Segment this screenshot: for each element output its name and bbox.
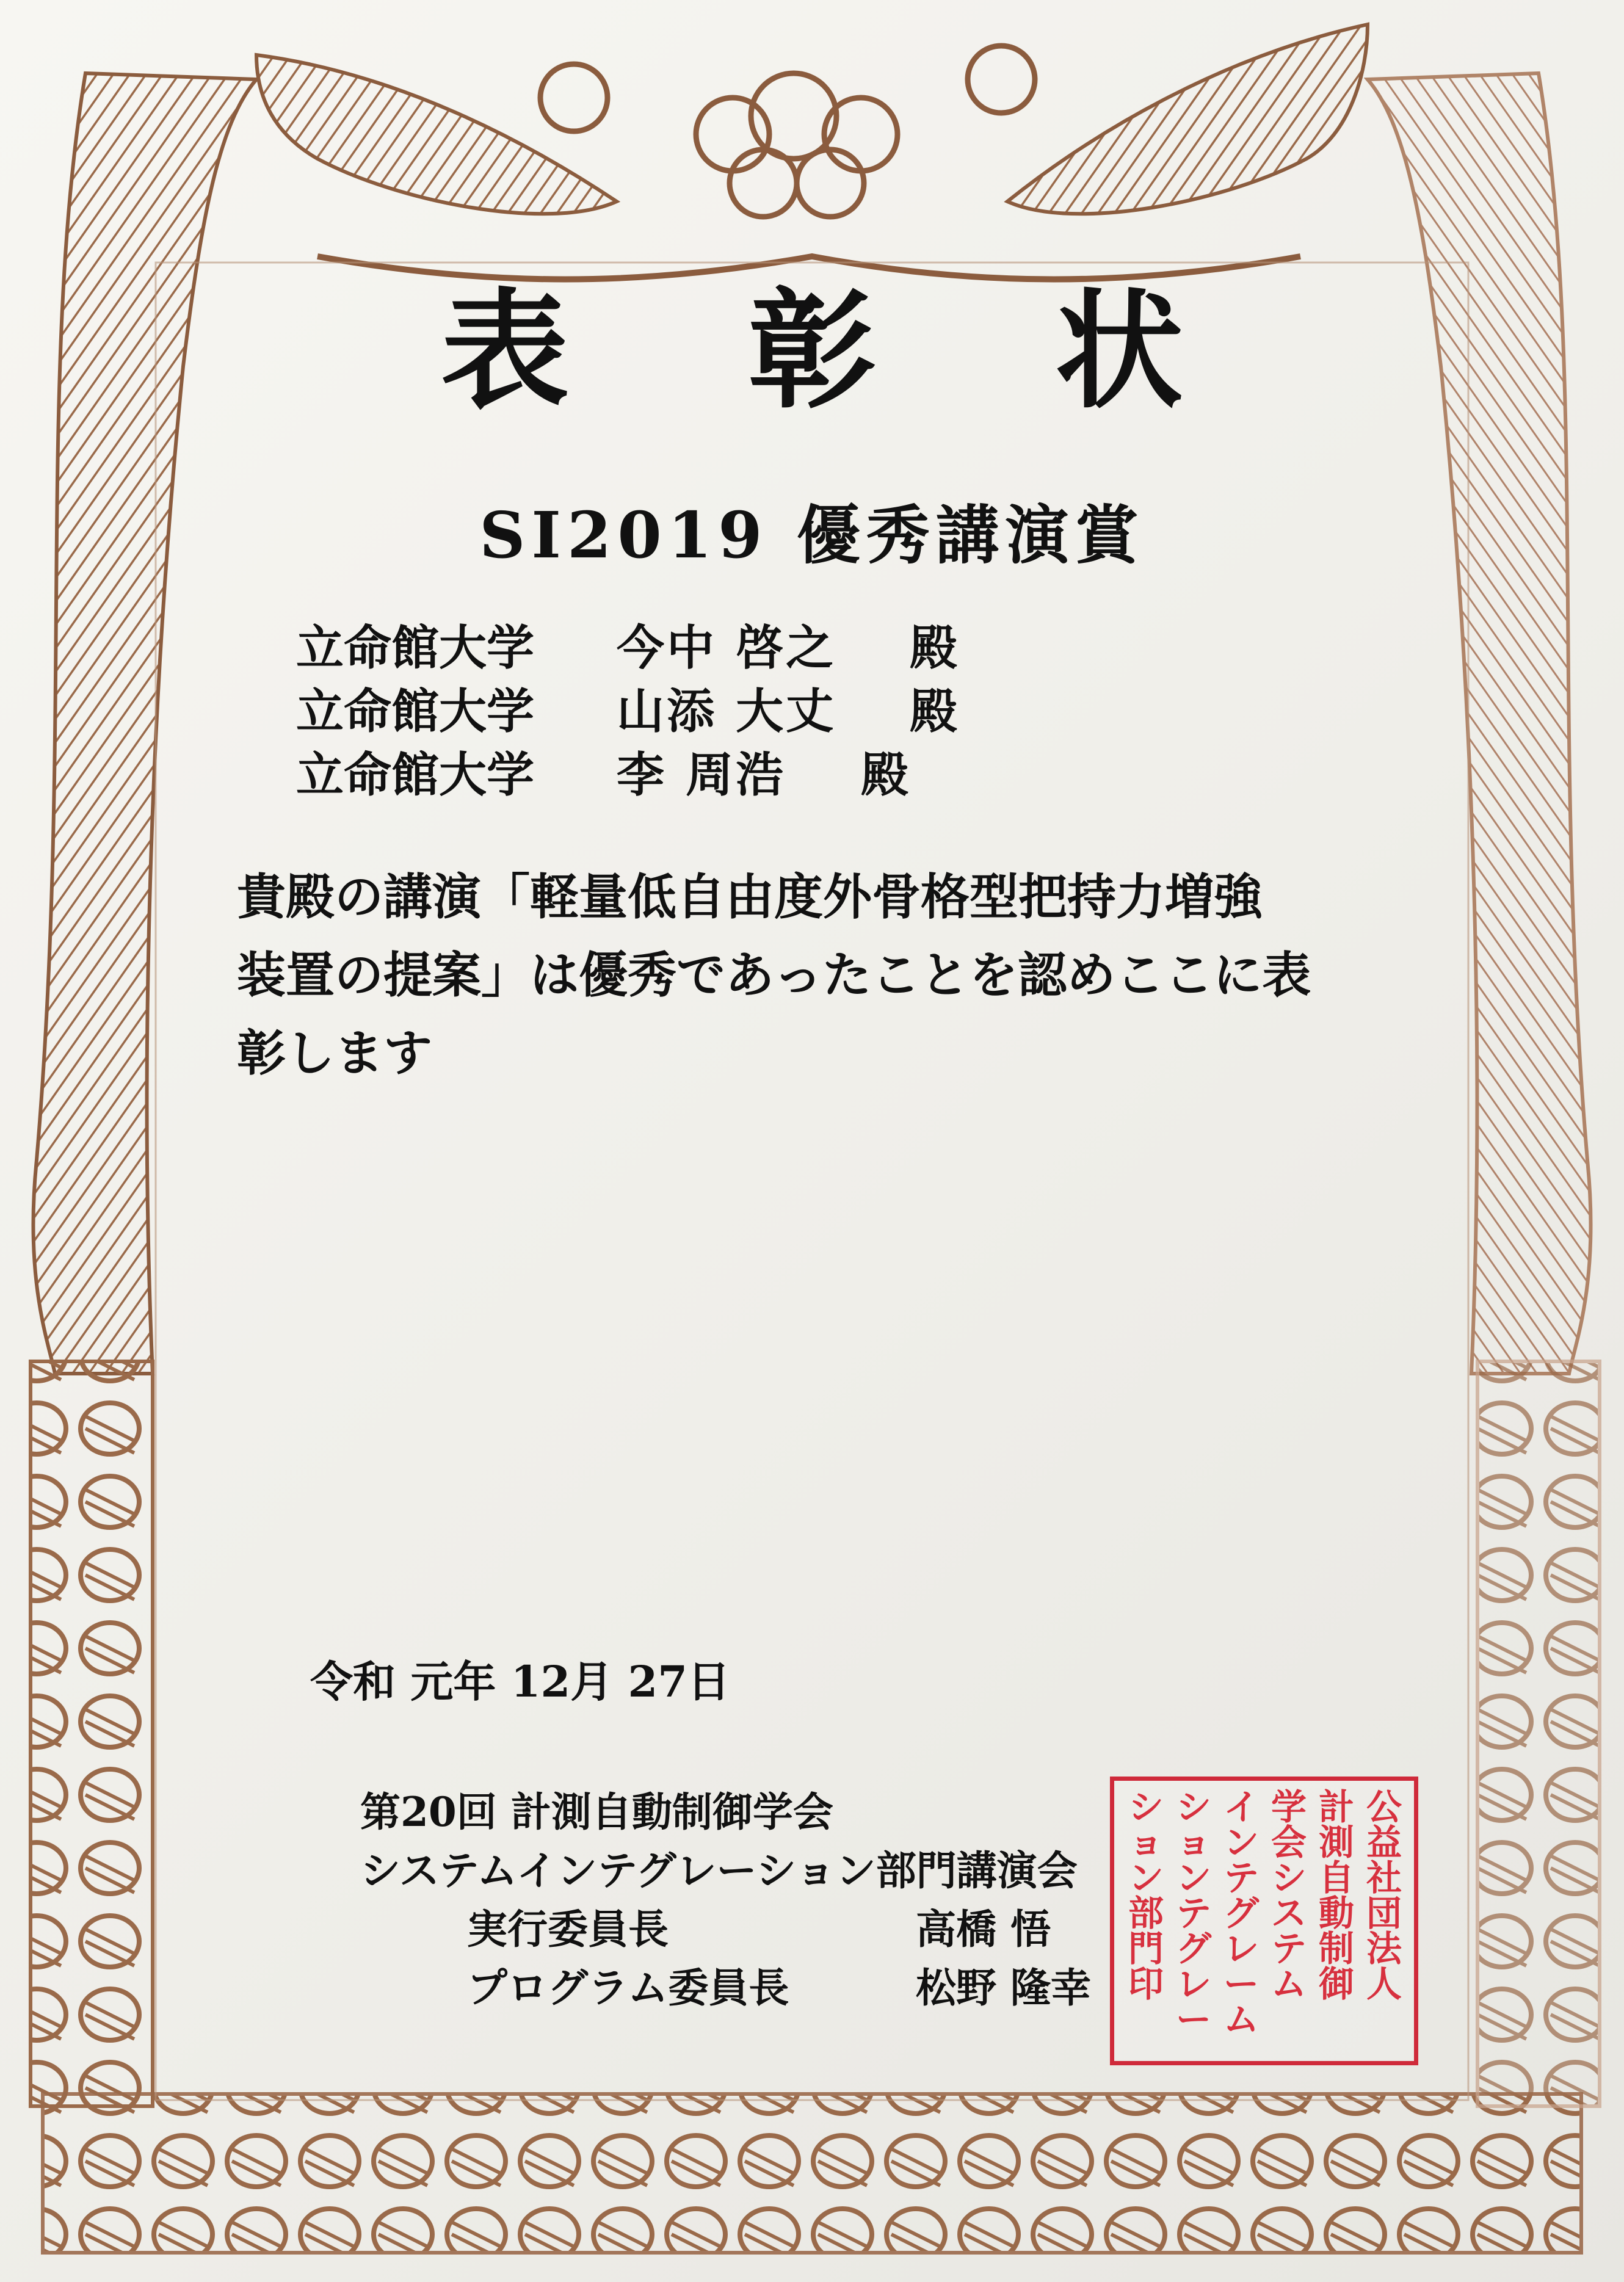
- recipient-honorific: 殿: [910, 620, 958, 676]
- seal-column: 公益社団法人: [1366, 1786, 1402, 2005]
- award-name: SI2019 優秀講演賞: [479, 498, 1145, 573]
- recipient-name: 今中 啓之: [617, 620, 836, 676]
- organizer-block: [360, 1783, 1091, 2017]
- official-row: [360, 1958, 1091, 2017]
- left-leaf-chain: [31, 1361, 153, 2106]
- right-phoenix-head: [968, 46, 1035, 113]
- organizer-event: 第20回 計測自動制御学会: [360, 1788, 833, 1836]
- recipient-honorific: 殿: [861, 747, 909, 803]
- bottom-border-band: [43, 2094, 1581, 2253]
- recipient-affiliation: 立命館大学: [296, 620, 535, 676]
- official-seal-stamp: [1110, 1777, 1418, 2065]
- recipient-affiliation: 立命館大学: [296, 747, 535, 803]
- official-role: 実行委員長: [467, 1905, 669, 1953]
- recipient-honorific: 殿: [910, 684, 958, 739]
- seal-column: 学会システム: [1271, 1786, 1307, 2005]
- left-phoenix-head: [540, 64, 607, 131]
- seal-column: ション部門印: [1128, 1786, 1164, 2005]
- organizer-division: システムインテグレーション部門講演会: [360, 1847, 1078, 1894]
- left-phoenix-wing: [256, 55, 617, 214]
- citation-line: 彰します: [237, 1024, 432, 1082]
- official-name: 高橋 悟: [916, 1905, 1051, 1953]
- award-date: 令和 元年 12月 27日: [310, 1656, 730, 1707]
- recipient-name: 山添 大丈: [617, 684, 836, 739]
- recipient-affiliation: 立命館大学: [296, 684, 535, 739]
- certificate-title: 表 彰 状: [440, 275, 1251, 426]
- recipient-name: 李 周浩: [617, 747, 786, 803]
- right-leaf-chain: [1477, 1361, 1600, 2106]
- seal-column: インテグレーム: [1223, 1786, 1259, 2040]
- citation-line: 装置の提案」は優秀であったことを認めここに表: [237, 946, 1311, 1004]
- official-role: プログラム委員長: [467, 1964, 789, 2012]
- official-row: [360, 1900, 1078, 1958]
- right-border-feathers: [1368, 73, 1591, 1374]
- left-border-feathers: [33, 73, 256, 1374]
- citation-line: 貴殿の講演「軽量低自由度外骨格型把持力増強: [237, 868, 1263, 925]
- seal-column: 計測自動制御: [1318, 1786, 1354, 2005]
- citation-text: [237, 858, 1348, 1092]
- official-name: 松野 隆幸: [916, 1964, 1091, 2012]
- right-phoenix-wing: [1007, 24, 1368, 214]
- cloud-ornament: [696, 73, 897, 217]
- seal-column: ションテグレー: [1175, 1786, 1211, 2040]
